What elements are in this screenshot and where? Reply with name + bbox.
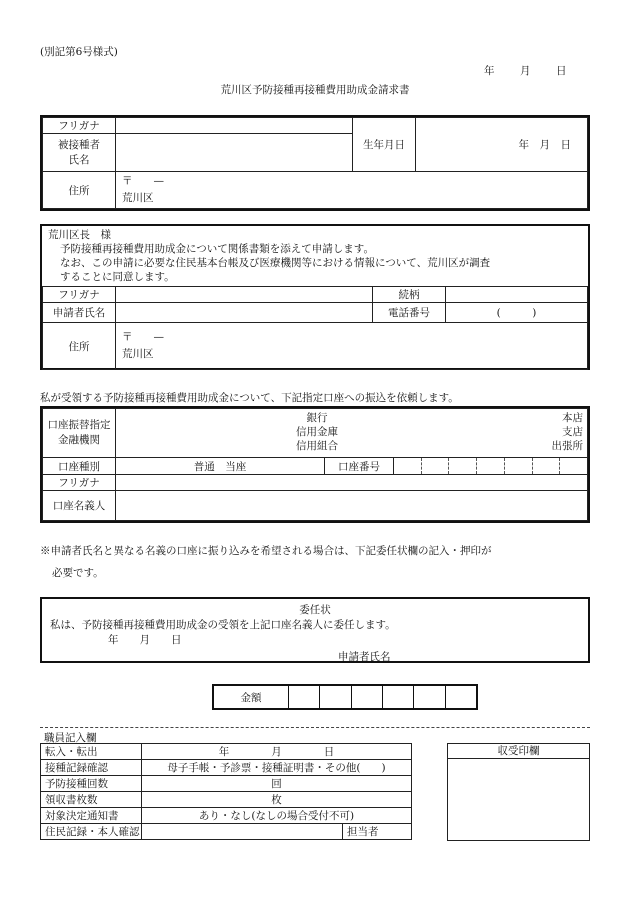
- proxy-date[interactable]: 年 月 日: [108, 634, 182, 646]
- proxy-applicant-label: 申請者氏名: [338, 651, 391, 663]
- staff-row-value[interactable]: 回: [142, 776, 412, 792]
- proxy-title: 委任状: [299, 604, 331, 616]
- table-row: [41, 792, 412, 808]
- addressee: 荒川区長 様: [48, 229, 111, 241]
- recipient-address-label: 住所: [43, 172, 116, 209]
- account-type-field[interactable]: 普通 当座: [116, 458, 325, 475]
- digit-box: [394, 458, 421, 474]
- staff-row-label: 転入・転出: [41, 744, 142, 760]
- amount-digit-box[interactable]: [446, 686, 476, 708]
- declaration-line3: することに同意します。: [60, 271, 175, 283]
- declaration-line2: なお、この申請に必要な住民基本台帳及び医療機関等における情報について、荒川区が調査: [60, 257, 491, 269]
- amount-box: [212, 684, 478, 710]
- digit-box: [504, 458, 532, 474]
- staff-section-title: 職員記入欄: [44, 732, 97, 744]
- digit-box: [559, 458, 587, 474]
- staff-row-label: 住民記録・本人確認: [41, 824, 142, 840]
- staff-row-label: 接種記録確認: [41, 760, 142, 776]
- applicant-furigana-label: フリガナ: [43, 287, 116, 303]
- account-holder-label: 口座名義人: [43, 491, 116, 521]
- form-number: (別記第6号様式): [40, 46, 118, 58]
- declaration-line1: 予防接種再接種費用助成金について関係書類を添えて申請します。: [60, 243, 374, 255]
- page-title: 荒川区予防接種再接種費用助成金請求書: [220, 84, 410, 96]
- recipient-name-field[interactable]: [116, 134, 353, 172]
- birthdate-label: 生年月日: [353, 118, 416, 172]
- bank-field[interactable]: [116, 409, 588, 458]
- table-row: [41, 824, 412, 840]
- holder-furigana-label: フリガナ: [43, 475, 116, 491]
- recipient-address-field[interactable]: [116, 172, 588, 209]
- account-number-field[interactable]: [394, 458, 588, 475]
- recipient-furigana-field[interactable]: [116, 118, 353, 134]
- amount-digit-box[interactable]: [383, 686, 414, 708]
- applicant-name-field[interactable]: [116, 303, 373, 323]
- postal-mark: 〒 —: [122, 175, 164, 187]
- amount-digit-box[interactable]: [352, 686, 383, 708]
- holder-furigana-field[interactable]: [116, 475, 588, 491]
- staff-row-label: 領収書枚数: [41, 792, 142, 808]
- applicant-section: [40, 224, 590, 370]
- digit-box: [532, 458, 560, 474]
- amount-digit-box[interactable]: [289, 686, 320, 708]
- relation-field[interactable]: [446, 287, 588, 303]
- proxy-section: [40, 597, 590, 663]
- applicant-address-field[interactable]: [116, 323, 588, 370]
- amount-digit-box[interactable]: [320, 686, 351, 708]
- table-row: [41, 744, 412, 760]
- header-date-year: 年: [484, 65, 495, 77]
- digit-box: [421, 458, 449, 474]
- note-line1: ※申請者氏名と異なる名義の口座に振り込みを希望される場合は、下記委任状欄の記入・押印が: [40, 545, 492, 557]
- staff-row-label: 予防接種回数: [41, 776, 142, 792]
- receipt-stamp-box: [447, 743, 590, 841]
- header-date-month: 月: [520, 65, 531, 77]
- amount-digit-box[interactable]: [414, 686, 445, 708]
- staff-row-value[interactable]: あり・なし(なしの場合受付不可): [142, 808, 412, 824]
- relation-label: 続柄: [373, 287, 446, 303]
- city-name: 荒川区: [122, 192, 154, 204]
- amount-label: 金額: [214, 686, 289, 708]
- table-row: [41, 760, 412, 776]
- account-type-label: 口座種別: [43, 458, 116, 475]
- branch-types: 本店 支店 出張所: [551, 412, 583, 452]
- staff-row-value[interactable]: [142, 824, 343, 840]
- postal-mark: 〒 —: [122, 331, 164, 343]
- bank-types: 銀行 信用金庫 信用組合: [296, 412, 338, 452]
- recipient-name-label: 被接種者 氏名: [43, 134, 116, 172]
- bank-label: 口座振替指定 金融機関: [43, 409, 116, 458]
- transfer-request-text: 私が受領する予防接種再接種費用助成金について、下記指定口座への振込を依頼します。: [40, 392, 459, 404]
- staff-in-charge-label: 担当者: [343, 824, 412, 840]
- staff-divider: [40, 727, 590, 728]
- birthdate-field[interactable]: 年 月 日: [416, 118, 588, 172]
- applicant-address-label: 住所: [43, 323, 116, 370]
- staff-row-label: 対象決定通知書: [41, 808, 142, 824]
- furigana-label: フリガナ: [43, 118, 116, 134]
- staff-row-value[interactable]: 枚: [142, 792, 412, 808]
- proxy-text: 私は、予防接種再接種費用助成金の受領を上記口座名義人に委任します。: [50, 619, 396, 631]
- note-line2: 必要です。: [52, 567, 104, 579]
- staff-row-value[interactable]: 母子手帳・予診票・接種証明書・その他( ): [142, 760, 412, 776]
- account-number-label: 口座番号: [325, 458, 394, 475]
- table-row: [41, 776, 412, 792]
- table-row: [41, 808, 412, 824]
- applicant-name-label: 申請者氏名: [43, 303, 116, 323]
- phone-label: 電話番号: [373, 303, 446, 323]
- phone-field[interactable]: ( ): [446, 303, 588, 323]
- receipt-stamp-label: 収受印欄: [448, 744, 589, 759]
- account-holder-field[interactable]: [116, 491, 588, 521]
- applicant-furigana-field[interactable]: [116, 287, 373, 303]
- staff-table: [40, 743, 412, 840]
- bank-section: [40, 406, 590, 523]
- digit-box: [476, 458, 504, 474]
- staff-row-value[interactable]: 年 月 日: [142, 744, 412, 760]
- recipient-section: [40, 115, 590, 211]
- city-name: 荒川区: [122, 348, 154, 360]
- digit-box: [448, 458, 476, 474]
- header-date-day: 日: [556, 65, 567, 77]
